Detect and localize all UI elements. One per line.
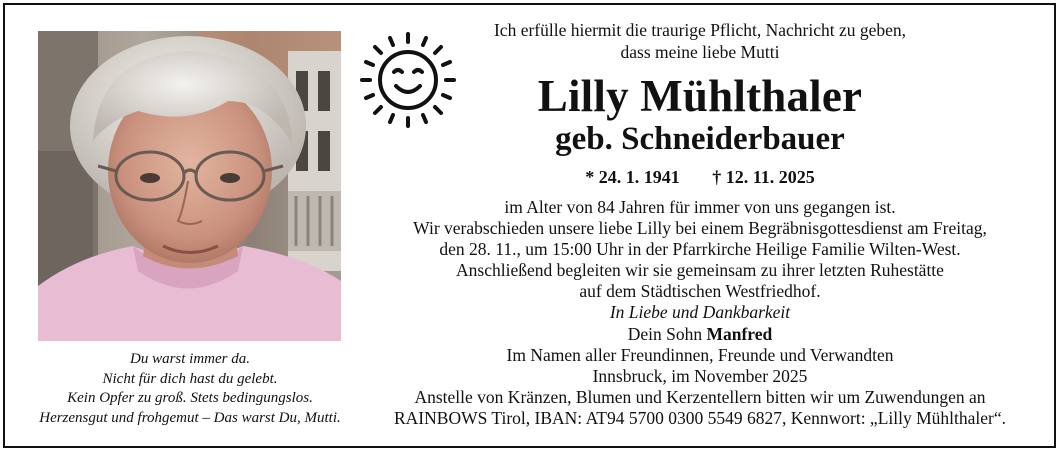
poem-line: Du warst immer da.: [129, 351, 250, 367]
poem-line: Kein Opfer zu groß. Stets bedingungslos.: [67, 390, 313, 406]
death-date: † 12. 11. 2025: [712, 167, 815, 187]
obituary-text: [360, 20, 1040, 429]
body-line: Anschließend begleiten wir sie gemeinsam zu ihrer letzten Ruhestätte: [456, 260, 944, 281]
life-dates: [360, 166, 1040, 188]
birth-date: * 24. 1. 1941: [585, 167, 680, 187]
donation-line: Anstelle von Kränzen, Blumen und Kerzentellern bitten wir um Zuwendungen an: [414, 386, 986, 407]
deceased-name: Lilly Mühlthaler: [537, 71, 863, 121]
closing-line: In Liebe und Dankbarkeit: [609, 302, 791, 323]
body-line: Wir verabschieden unsere liebe Lilly bei einem Begräbnisgottesdienst am Freitag,: [413, 218, 987, 239]
donation-line: RAINBOWS Tirol, IBAN: AT94 5700 0300 5549 6827, Kennwort: „Lilly Mühlthaler“.: [394, 407, 1006, 428]
portrait-photo: [38, 31, 341, 341]
body-line: den 28. 11., um 15:00 Uhr in der Pfarrkirche Heilige Familie Wilten-West.: [439, 239, 961, 260]
memorial-poem: [20, 350, 360, 428]
body-line: auf dem Städtischen Westfriedhof.: [579, 281, 821, 302]
son-line: [360, 324, 1040, 345]
intro-line: dass meine liebe Mutti: [620, 41, 780, 62]
son-prefix: Dein Sohn: [627, 323, 703, 344]
on-behalf-line: Im Namen aller Freundinnen, Freunde und Verwandten: [506, 344, 894, 365]
body-line: im Alter von 84 Jahren für immer von uns gegangen ist.: [504, 197, 896, 217]
son-name: Manfred: [706, 323, 773, 344]
poem-line: Herzensgut und frohgemut – Das warst Du, Mutti.: [39, 409, 341, 426]
notice-body: [360, 197, 1040, 429]
birth-name: geb. Schneiderbauer: [555, 121, 845, 157]
poem-line: Nicht für dich hast du gelebt.: [102, 370, 278, 387]
intro-line: Ich erfülle hiermit die traurige Pflicht, Nachricht zu geben,: [493, 20, 907, 40]
place-date: Innsbruck, im November 2025: [592, 365, 808, 386]
